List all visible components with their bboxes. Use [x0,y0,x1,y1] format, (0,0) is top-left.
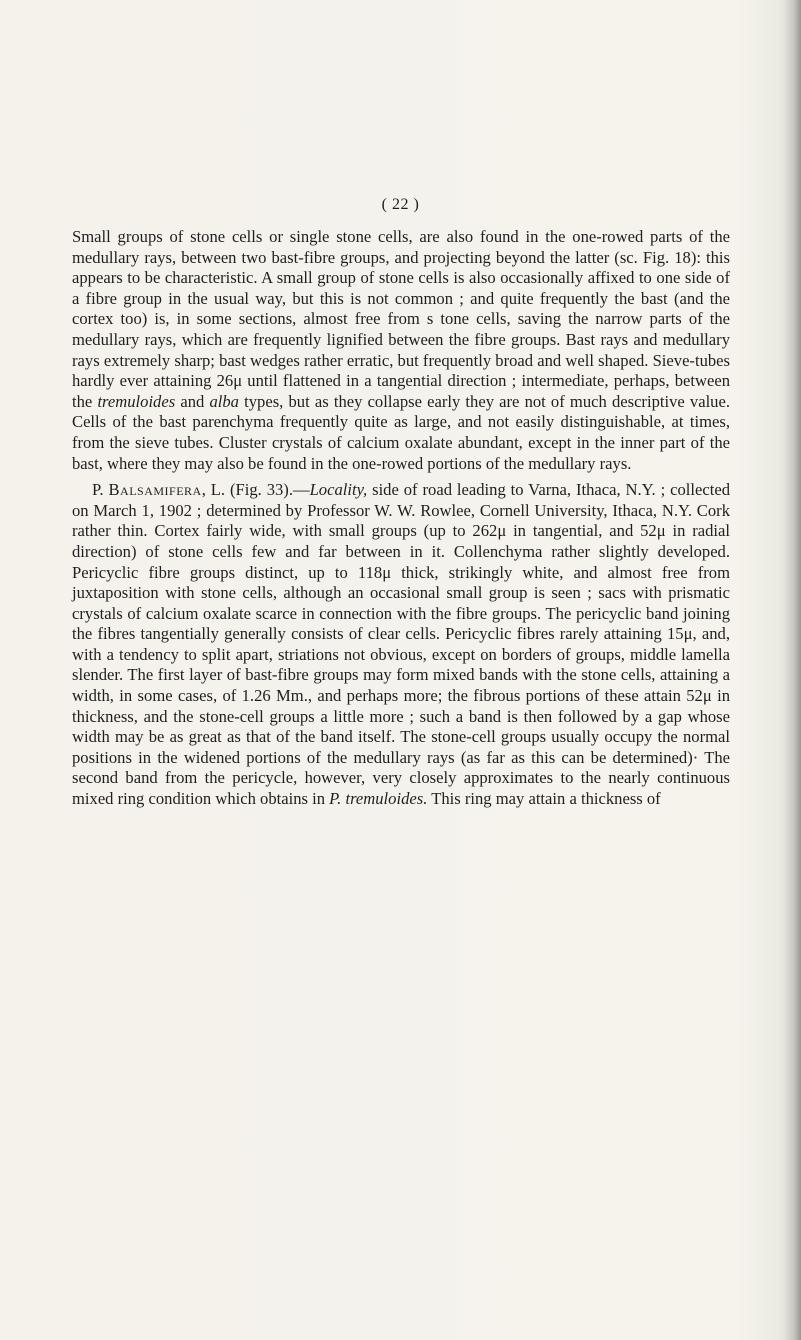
page-number: ( 22 ) [381,196,420,213]
paragraph-stone-cells [72,227,730,474]
species-name: Balsamifera [108,480,202,500]
body-text [72,227,730,810]
paragraph-text: This ring may attain a thickness of [427,789,661,809]
italic-term: alba [209,391,239,411]
paragraph-text: and [175,391,210,411]
italic-term: tremuloides [97,391,176,411]
paragraph-balsamifera [72,480,730,810]
paragraph-text: Small groups of stone cells or single stone cells, are also found in the one-rowed parts of the medullary rays, between two bast-fibre groups, and projecting beyond the latter (sc. Fig. 18): this appears to be characteristic. A small group of stone cells is also occasionally affixed to one side of a fibre group in the usual way, but this is not common ; and quite frequently the bast (and the cortex too) is, in some sections, almost free from s tone cells, saving the narrow parts of the medullary rays, which are frequently lignified between the fibre groups. Bast rays and medullary rays extremely sharp; bast wedges rather erratic, but frequently broad and well shaped. Sieve-tubes hardly ever attaining 26μ until flattened in a tangential direction ; intermediate, perhaps, between the [72,227,730,411]
species-initial: P. [92,480,109,500]
species-author: , L. (Fig. 33).— [201,480,310,500]
italic-term: P. tremuloides. [329,789,428,809]
paragraph-text: types, but as they collapse early they are not of much descriptive value. Cells of the bast parenchyma frequently quite as large, and not easily distinguishable, at times, from the sieve tubes. Cluster crystals of calcium oxalate abundant, except in the inner part of the bast, where they may also be found in the one-rowed portions of the medullary rays. [72,391,730,473]
locality-label: Locality, [309,480,368,500]
paragraph-text: side of road leading to Varna, Ithaca, N.Y. ; collected on March 1, 1902 ; determined by Professor W. W. Rowlee, Cornell University, Ithaca, N.Y. Cork rather thin. Cortex fairly wide, with small groups (up to 262μ in tangential, and 52μ in radial direction) of stone cells few and far between in it. Collenchyma rather slightly developed. Pericyclic fibre groups distinct, up to 118μ thick, strikingly white, and almost free from juxtaposition with stone cells, although an occasional small group is seen ; sacs with prismatic crystals of calcium oxalate scarce in connection with the fibre groups. The pericyclic band joining the fibres tangentially generally consists of clear cells. Pericyclic fibres rarely attaining 15μ, and, with a tendency to split apart, striations not obvious, except on borders of groups, middle lamella slender. The first layer of bast-fibre groups may form mixed bands with the stone cells, attaining a width, in some cases, of 1.26 Mm., and perhaps more; the fibrous portions of these attain 52μ in thickness, and the stone-cell groups a little more ; such a band is then followed by a gap whose width may be as great as that of the band itself. The stone-cell groups usually occupy the normal positions in the widened portions of the medullary rays (as far as this can be determined)· The second band from the pericycle, however, very closely approximates to the nearly continuous mixed ring condition which obtains in [72,480,730,809]
